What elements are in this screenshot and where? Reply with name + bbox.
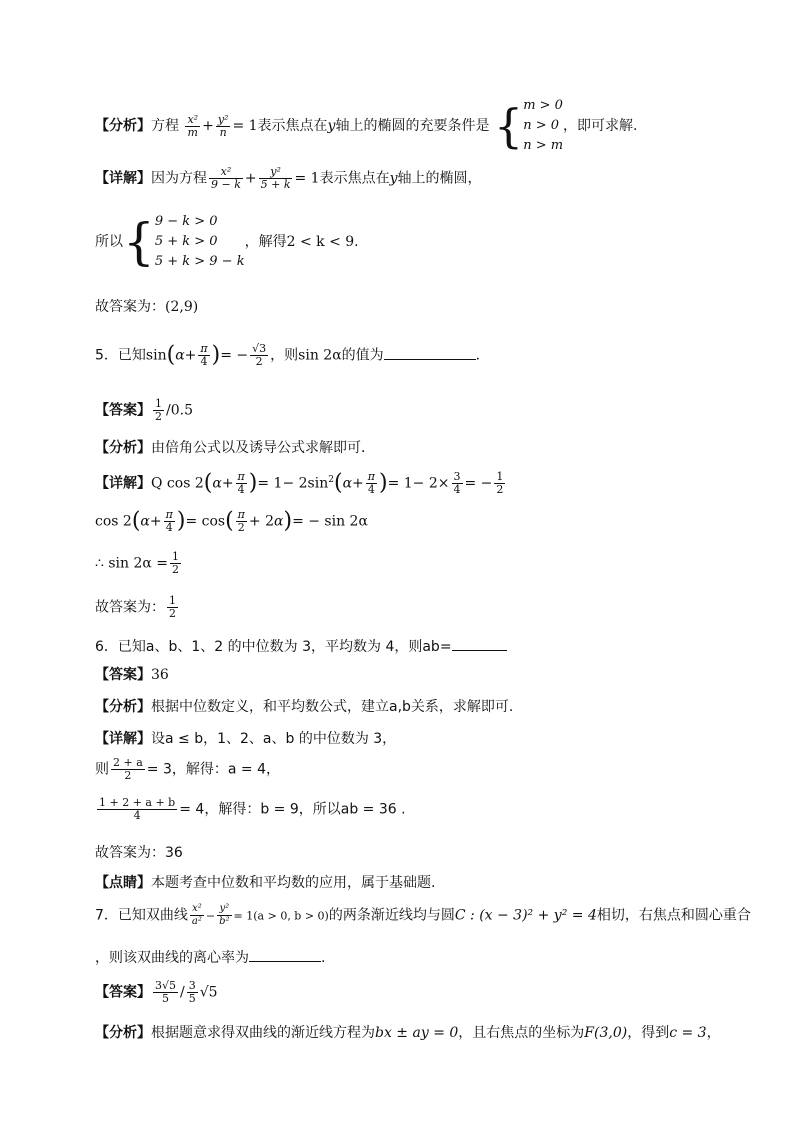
detail-tag: 【详解】 [95,731,151,747]
text: . [321,950,326,966]
text: ，即可求解. [563,118,638,134]
question-5: 5．已知sin(α+ $\frac{\pi}{4}$ )= − $\frac{√3}{2}$ ，则sin 2α的值为 ． [95,342,490,368]
text: = 1(a > 0, b > 0) [233,909,329,923]
text: 相切，右焦点和圆心重合 [596,907,751,924]
analysis-tag: 【分析】 [95,440,151,456]
q6-analysis [95,697,513,717]
axis-var: y [327,118,336,134]
text: ， [706,1025,721,1041]
text: 的值为 [341,347,384,364]
answer-blank [249,947,321,962]
text: ，则 [270,347,299,364]
q5-detail-2: cos 2(α+ $\frac{\pi}{4}$ )= cos( $\frac{\pi}{2}$ + 2α)= − sin 2α [95,508,368,534]
detail-tag: 【详解】 [95,475,151,492]
answer-blank [452,636,507,651]
q6-answer [95,665,169,685]
text: 36 [151,667,169,683]
question-6 [95,636,507,657]
text: = cos [185,513,226,530]
text: = 3，解得：a = 4， [146,761,280,778]
text: 则 [95,761,109,778]
text: F(3,0) [584,1025,628,1041]
condition-system: 9 − k > 0 5 + k > 0 5 + k > 9 − k [154,214,245,269]
text: 根据中位数定义，和平均数公式，建立a,b关系，求解即可. [151,699,514,715]
q7-line-2 [95,947,325,968]
text: ，得到 [627,1025,670,1041]
text: 故答案为：36 [95,845,183,861]
text: = 1− 2sin [257,475,329,492]
q6-final [95,843,183,863]
system-line [95,212,359,274]
text: ． [475,347,490,364]
text: ，且右焦点的坐标为 [458,1025,585,1041]
text: 设a ≤ b，1、2、a、b 的中位数为 3， [151,731,397,747]
text: 轴上的椭圆的充要条件是 [335,118,490,134]
comment-tag: 【点睛】 [95,875,151,891]
text: 故答案为： [95,299,165,315]
axis-var: y [389,170,398,187]
text: cos 2 [95,513,132,530]
text: bx ± ay = 0 [375,1025,459,1041]
text: = 4，解得：b = 9，所以ab = 36 . [179,801,406,818]
text: = − [220,347,249,364]
answer-tag: 【答案】 [95,402,151,419]
analysis-tag: 【分析】 [95,699,151,715]
fraction-x2-9-k: $\frac{\text{x²}}{9 - k}$ [211,165,241,191]
text: sin 2α [298,347,342,364]
brace: { [123,213,155,271]
text: ，则该双曲线的离心率为 [95,950,249,966]
q5-answer: 【答案】 $\frac{1}{2}$ /0.5 [95,397,193,423]
text: / [180,984,185,1001]
q6-detail [95,729,396,749]
detail-line-ellipse: 【详解】因为方程 $\frac{\text{x²}}{9 - k}$ + $\frac{\text{y²}}{5 + k}$ = 1表示焦点在y轴上的椭圆， [95,165,482,191]
condition-system: m > 0 n > 0 n > m [523,98,564,153]
answer-line-b4 [95,297,198,317]
q5-detail-1: 【详解】Q cos 2(α+ $\frac{\pi}{4}$ )= $1- 2\sin^2(\alpha+$ $\frac{\pi}{4}$ )= 1− 2× $\frac{3}{4}$ = − $\frac{1}{2}$ [95,470,504,497]
q5-detail-3: ∴ sin 2α = $\frac{1}{2}$ [95,550,180,576]
q6-comment [95,873,435,893]
fraction-y2-5-k: $\frac{\text{y²}}{5 + k}$ [260,165,291,191]
brace: { [493,99,524,153]
text: C : (x − 3)² + y² = 4 [454,907,597,924]
text: 6．已知a、b、1、2 的中位数为 3，平均数为 4，则ab= [95,639,452,655]
text: 7．已知双曲线 [95,907,188,924]
analysis-tag: 【分析】 [95,118,151,134]
text: Q cos 2 [151,475,204,492]
detail-tag: 【详解】 [95,170,151,187]
result: 2 < k < 9 [286,234,355,250]
text: /0.5 [166,402,193,419]
q7-answer: 【答案】 $\frac{3√5}{5}$ / $\frac{3}{5}$ √5 [95,979,218,1005]
q6-line-2: 则 $\frac{2 + a}{2}$ = 3，解得：a = 4， [95,756,280,782]
answer-value: (2,9) [165,299,199,315]
text: 的两条渐近线均与圆 [328,907,455,924]
text: = − sin 2α [292,513,368,530]
q6-line-3: $\frac{1 + 2 + a + b}{4}$ = 4，解得：b = 9，所以ab = 36 . [99,796,406,822]
q5-final: 故答案为： $\frac{1}{2}$ [95,594,176,620]
fraction-y2-n: $\frac{\text{y²}}{n}$ [217,112,229,139]
text: 根据题意求得双曲线的渐近线方程为 [151,1025,375,1041]
text: = 1− 2× [387,475,450,492]
question-7: 7．已知双曲线 $\frac{\text{x²}}{\text{a²}}$ − $\frac{\text{y²}}{\text{b²}}$ = 1(a > 0, b > 0)的两条渐近线均与圆C : (x − 3)² + y² = 4相切，右焦点和圆心重合 [95,903,751,927]
text: 由倍角公式以及诱导公式求解即可． [151,440,375,456]
question-number: 5．已知 [95,347,146,364]
text: . [354,234,359,250]
analysis-line-ellipse: 【分析】方程 $\frac{\text{x²}}{m}$ + $\frac{\text{y²}}{n}$ = 1表示焦点在y轴上的椭圆的充要条件是 { m > 0 n > 0 n > m ，即可求解. [95,96,638,146]
text: 所以 [95,234,123,250]
analysis-tag: 【分析】 [95,1025,151,1041]
q7-analysis [95,1023,721,1043]
text: 表示焦点在 [319,170,390,187]
text: 轴上的椭圆， [397,170,482,187]
text: c = 3 [669,1025,707,1041]
answer-tag: 【答案】 [95,667,151,683]
text: ，解得 [244,234,287,250]
text: 表示焦点在 [257,118,328,134]
q5-analysis [95,438,375,458]
text: 方程 [151,118,179,134]
answer-blank [384,345,476,360]
text: ∴ sin 2α = [95,555,169,572]
answer-tag: 【答案】 [95,984,151,1001]
text: 因为方程 [151,170,207,187]
fraction-x2-m: $\frac{\text{x²}}{m}$ [187,112,199,139]
text: 故答案为： [95,599,165,616]
text: 本题考查中位数和平均数的应用，属于基础题. [151,875,436,891]
text: = − [464,475,493,492]
